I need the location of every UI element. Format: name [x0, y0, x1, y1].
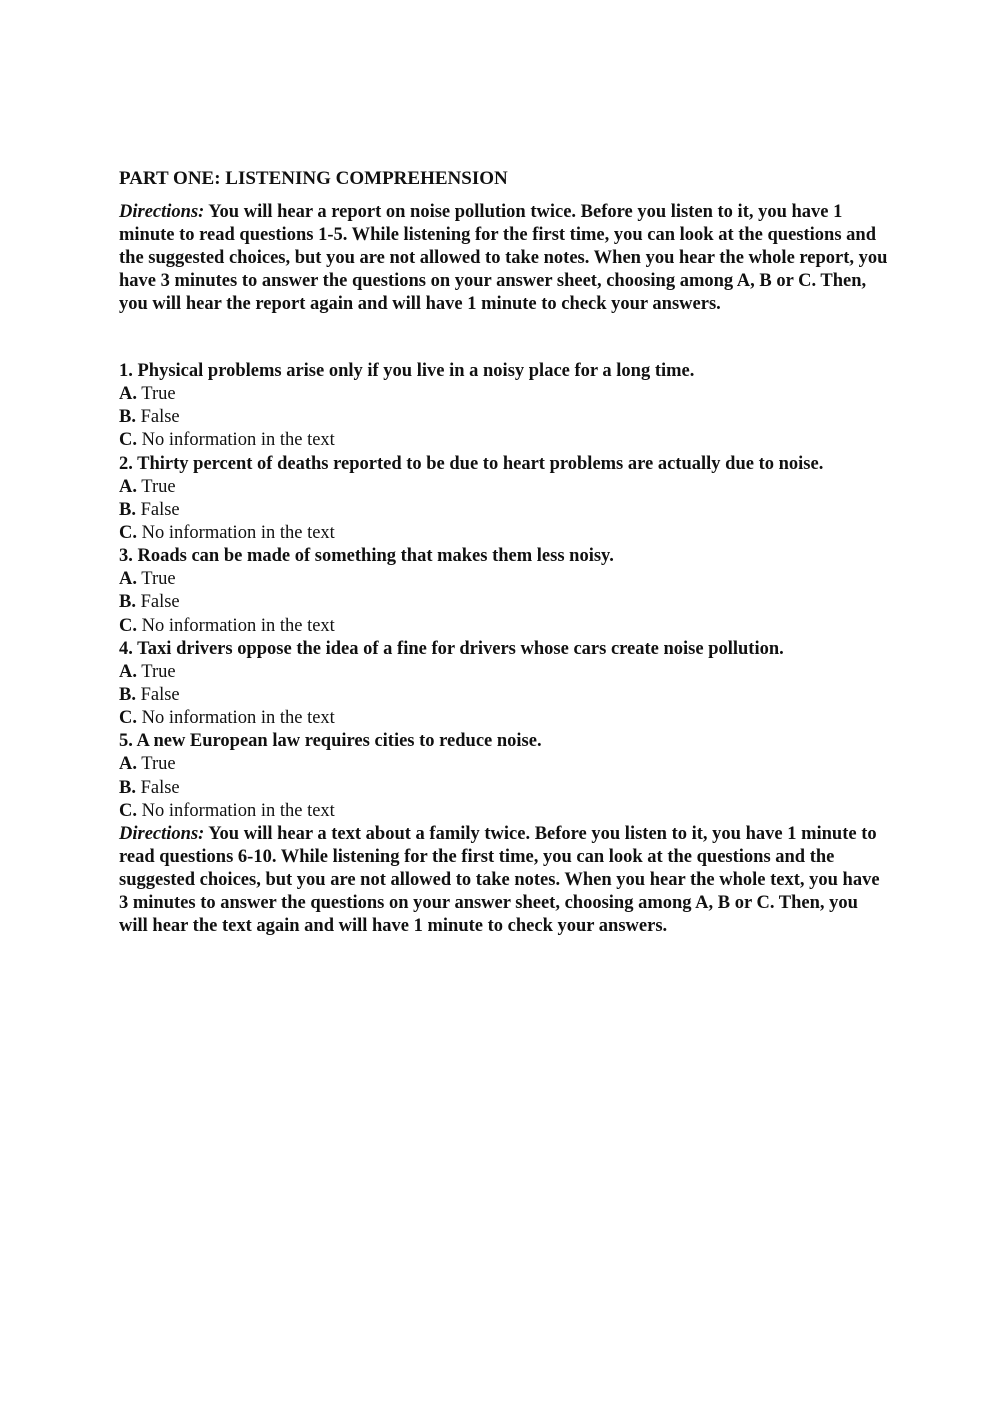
option-letter: C. — [119, 430, 137, 451]
option-letter: A. — [119, 569, 137, 590]
option-letter: A. — [119, 661, 137, 682]
option-text: False — [135, 777, 180, 798]
directions-lead: Directions: — [119, 824, 205, 845]
option-text: False — [135, 499, 180, 520]
option-letter: A. — [119, 754, 137, 775]
option-letter: C. — [119, 800, 137, 821]
option-c — [119, 522, 889, 545]
option-text: False — [135, 592, 180, 613]
question-2 — [119, 453, 889, 546]
directions-part-2 — [119, 823, 889, 938]
option-a — [119, 476, 889, 499]
option-a — [119, 661, 889, 684]
option-letter: C. — [119, 615, 137, 636]
option-a — [119, 383, 889, 406]
option-letter: A. — [119, 476, 137, 497]
question-3 — [119, 545, 889, 638]
option-b — [119, 591, 889, 614]
option-text: True — [137, 754, 176, 775]
option-c — [119, 800, 889, 823]
option-text: True — [137, 476, 176, 497]
question-text: 1. Physical problems arise only if you live in a noisy place for a long time. — [119, 361, 695, 381]
option-text: True — [137, 661, 176, 682]
section-title: PART ONE: LISTENING COMPREHENSION — [119, 168, 508, 189]
question-4 — [119, 638, 889, 731]
option-b — [119, 777, 889, 800]
option-text: No information in the text — [137, 708, 335, 729]
directions-lead: Directions: — [119, 202, 205, 222]
option-letter: C. — [119, 523, 137, 544]
option-letter: B. — [119, 407, 136, 428]
option-b — [119, 499, 889, 522]
option-b — [119, 406, 889, 429]
question-text: 5. A new European law requires cities to reduce noise. — [119, 731, 542, 752]
option-text: No information in the text — [137, 615, 335, 636]
option-text: True — [137, 569, 176, 590]
question-5 — [119, 730, 889, 823]
question-1 — [119, 360, 889, 453]
option-c — [119, 429, 889, 452]
option-text: No information in the text — [137, 430, 335, 451]
directions-part-1 — [119, 201, 889, 316]
option-text: No information in the text — [137, 523, 335, 544]
option-text: False — [135, 407, 180, 428]
option-letter: C. — [119, 708, 137, 729]
option-letter: B. — [119, 592, 136, 613]
directions-text: You will hear a report on noise pollution twice. Before you listen to it, you have 1 minute to read questions 1-5. While listening for the first time, you can look at the questions and the suggested choices, but you are not allowed to take notes. When you hear the whole report, you have 3 minutes to answer the questions on your answer sheet, choosing among A, B or C. Then, you will hear the report again and will have 1 minute to check your answers. — [119, 202, 888, 314]
document-page — [119, 167, 889, 938]
question-text: 3. Roads can be made of something that makes them less noisy. — [119, 546, 614, 567]
directions-text: You will hear a text about a family twice. Before you listen to it, you have 1 minute to read questions 6-10. While listening for the first time, you can look at the questions and the suggested choices, but you are not allowed to take notes. When you hear the whole text, you have 3 minutes to answer the questions on your answer sheet, choosing among A, B or C. Then, you will hear the text again and will have 1 minute to check your answers. — [119, 824, 880, 937]
option-a — [119, 753, 889, 776]
question-text: 4. Taxi drivers oppose the idea of a fine for drivers whose cars create noise pollution. — [119, 638, 784, 659]
question-text: 2. Thirty percent of deaths reported to be due to heart problems are actually due to noise. — [119, 453, 824, 474]
option-letter: B. — [119, 777, 136, 798]
option-letter: B. — [119, 685, 136, 706]
option-c — [119, 615, 889, 638]
option-a — [119, 568, 889, 591]
option-text: False — [135, 685, 180, 706]
option-text: No information in the text — [137, 800, 335, 821]
spacer — [119, 316, 889, 360]
option-text: True — [137, 384, 176, 404]
option-letter: B. — [119, 499, 136, 520]
option-letter: A. — [119, 384, 137, 404]
option-b — [119, 684, 889, 707]
option-c — [119, 707, 889, 730]
